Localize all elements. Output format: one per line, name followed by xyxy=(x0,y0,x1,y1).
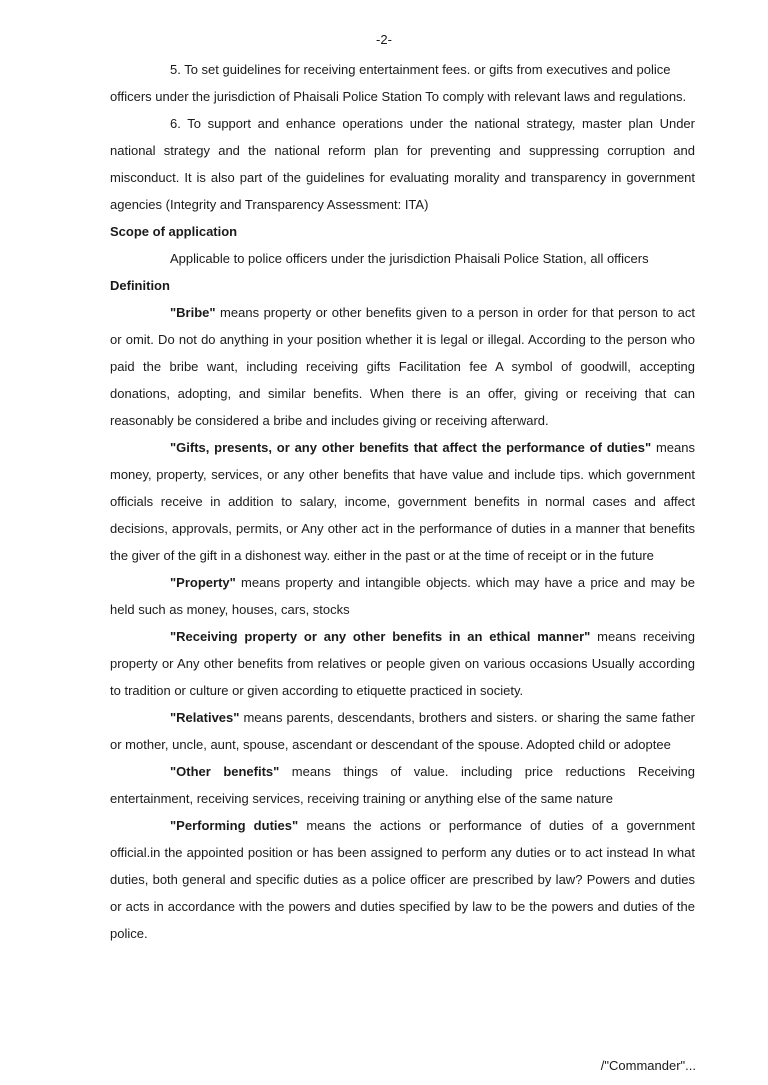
definition-text: means money, property, services, or any other benefits that have value and include tips. which government officials receive in addition to salary, income, government benefits in normal cases and affect decisions, approvals, permits, or Any other act in the performance of duties in a manner that benefits the giver of the gift in a dishonest way. either in the past or at the time of receipt or in the future xyxy=(110,440,695,563)
definition-term: "Relatives" xyxy=(170,710,240,725)
definition-term: "Receiving property or any other benefits in an ethical manner" xyxy=(170,629,591,644)
definition-term: "Performing duties" xyxy=(170,818,299,833)
definition-gifts xyxy=(110,434,695,569)
definition-bribe xyxy=(110,299,695,434)
definition-text: means receiving property or Any other benefits from relatives or people given on various occasions Usually according to tradition or culture or given according to etiquette practiced in society. xyxy=(110,629,695,698)
document-body xyxy=(110,56,695,947)
definition-relatives xyxy=(110,704,695,758)
definition-text: means parents, descendants, brothers and sisters. or sharing the same father or mother, uncle, aunt, spouse, ascendant or descendant of the spouse. Adopted child or adoptee xyxy=(110,710,695,752)
definition-heading: Definition xyxy=(110,278,170,293)
definition-text: means property and intangible objects. which may have a price and may be held such as money, houses, cars, stocks xyxy=(110,575,695,617)
definition-property xyxy=(110,569,695,623)
continuation-marker: /"Commander"... xyxy=(600,1058,696,1073)
definition-text: means the actions or performance of duties of a government official.in the appointed position or has been assigned to perform any duties or to act instead In what duties, both general and specific duties as a police officer are prescribed by law? Powers and duties or acts in accordance with the powers and duties specified by law to be the powers and duties of the police. xyxy=(110,818,695,941)
item-6-paragraph: 6. To support and enhance operations under the national strategy, master plan Under national strategy and the national reform plan for preventing and suppressing corruption and misconduct. It is also part of the guidelines for evaluating morality and transparency in government agencies (Integrity and Transparency Assessment: ITA) xyxy=(110,116,695,212)
definition-term: "Other benefits" xyxy=(170,764,280,779)
item-5-paragraph: 5. To set guidelines for receiving entertainment fees. or gifts from executives and police officers under the jurisdiction of Phaisali Police Station To comply with relevant laws and regulations. xyxy=(110,62,687,104)
definition-term: "Property" xyxy=(170,575,236,590)
definition-text: means things of value. including price reductions Receiving entertainment, receiving services, receiving training or anything else of the same nature xyxy=(110,764,695,806)
definition-performing-duties xyxy=(110,812,695,947)
scope-paragraph: Applicable to police officers under the jurisdiction Phaisali Police Station, all officers xyxy=(170,251,649,266)
definition-term: "Gifts, presents, or any other benefits that affect the performance of duties" xyxy=(170,440,652,455)
scope-heading: Scope of application xyxy=(110,224,238,239)
definition-text: means property or other benefits given to a person in order for that person to act or omit. Do not do anything in your position whether it is legal or illegal. According to the person who paid the bribe want, including receiving gifts Facilitation fee A symbol of goodwill, accepting donations, adopting, and similar benefits. When there is an offer, giving or receiving that can reasonably be considered a bribe and includes giving or receiving afterward. xyxy=(110,305,695,428)
definition-term: "Bribe" xyxy=(170,305,216,320)
page-number: -2- xyxy=(376,32,392,47)
definition-other-benefits xyxy=(110,758,695,812)
definition-ethical-receiving xyxy=(110,623,695,704)
